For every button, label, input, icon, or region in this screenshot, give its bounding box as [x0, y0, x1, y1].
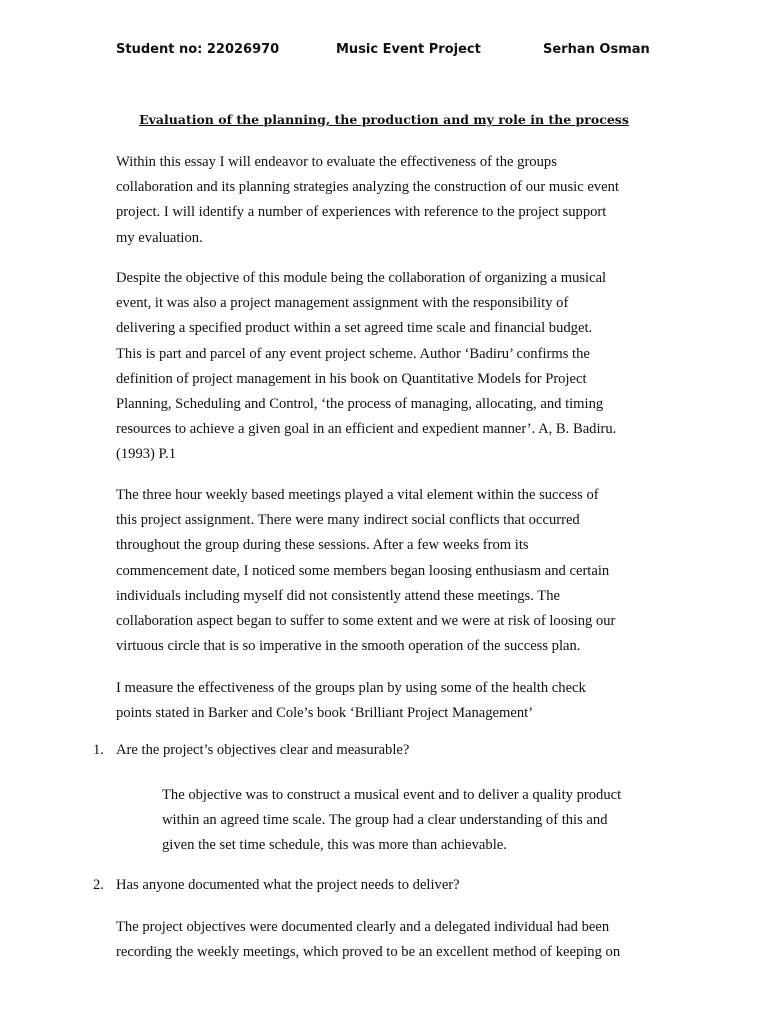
paragraph-line: The three hour weekly based meetings played a vital element within the success of: [116, 487, 599, 503]
paragraph-line: points stated in Barker and Cole’s book ‘Brilliant Project Management’: [116, 705, 534, 722]
header-project-name: Music Event Project: [336, 42, 481, 57]
paragraph-line: project. I will identify a number of experiences with reference to the project support: [116, 204, 607, 221]
paragraph-line: collaboration and its planning strategies analyzing the construction of our music event: [116, 179, 619, 196]
list-answer: [162, 783, 621, 859]
paragraph-documentation: [116, 915, 666, 965]
paragraph-line: Planning, Scheduling and Control, ‘the process of managing, allocating, and timing: [116, 395, 604, 412]
list-number: 1.: [93, 742, 104, 758]
list-question: Are the project’s objectives clear and measurable?: [116, 742, 410, 758]
paragraph-line: The objective was to construct a musical event and to deliver a quality product: [162, 787, 622, 803]
header-author-name: Serhan Osman: [543, 42, 650, 57]
paragraph-line: delivering a specified product within a set agreed time scale and financial budget.: [116, 320, 593, 337]
paragraph-line: Despite the objective of this module being the collaboration of organizing a musical: [116, 270, 607, 286]
paragraph-weekly-meetings: [116, 483, 666, 659]
paragraph-line: event, it was also a project management assignment with the responsibility of: [116, 295, 569, 312]
list-number: 2.: [93, 877, 104, 893]
paragraph-project-management: [116, 266, 666, 468]
paragraph-line: within an agreed time scale. The group had a clear understanding of this and: [162, 812, 608, 829]
paragraph-line: This is part and parcel of any event project scheme. Author ‘Badiru’ confirms the: [116, 345, 590, 362]
document-title: Evaluation of the planning, the production and my role in the process: [139, 112, 629, 127]
paragraph-introduction: [116, 150, 666, 251]
paragraph-line: this project assignment. There were many indirect social conflicts that occurred: [116, 512, 580, 529]
paragraph-line: Within this essay I will endeavor to evaluate the effectiveness of the groups: [116, 154, 557, 170]
paragraph-line: my evaluation.: [116, 229, 203, 246]
list-item: [93, 738, 409, 763]
paragraph-health-check: [116, 676, 666, 726]
paragraph-line: I measure the effectiveness of the groups plan by using some of the health check: [116, 680, 586, 696]
paragraph-line: resources to achieve a given goal in an efficient and expedient manner’. A, B. Badiru.: [116, 421, 617, 438]
header-student-number: Student no: 22026970: [116, 42, 280, 57]
paragraph-line: collaboration aspect began to suffer to some extent and we were at risk of loosing our: [116, 612, 616, 629]
paragraph-line: given the set time schedule, this was more than achievable.: [162, 837, 507, 854]
paragraph-line: (1993) P.1: [116, 446, 176, 463]
paragraph-line: definition of project management in his book on Quantitative Models for Project: [116, 370, 587, 387]
paragraph-line: recording the weekly meetings, which proved to be an excellent method of keeping on: [116, 944, 621, 961]
paragraph-line: individuals including myself did not consistently attend these meetings. The: [116, 587, 560, 604]
paragraph-line: throughout the group during these sessions. After a few weeks from its: [116, 537, 529, 554]
paragraph-line: commencement date, I noticed some members began loosing enthusiasm and certain: [116, 562, 610, 579]
list-item: [93, 873, 460, 898]
list-question: Has anyone documented what the project needs to deliver?: [116, 877, 460, 893]
paragraph-line: virtuous circle that is so imperative in the smooth operation of the success plan.: [116, 638, 581, 655]
paragraph-line: The project objectives were documented clearly and a delegated individual had been: [116, 919, 610, 935]
